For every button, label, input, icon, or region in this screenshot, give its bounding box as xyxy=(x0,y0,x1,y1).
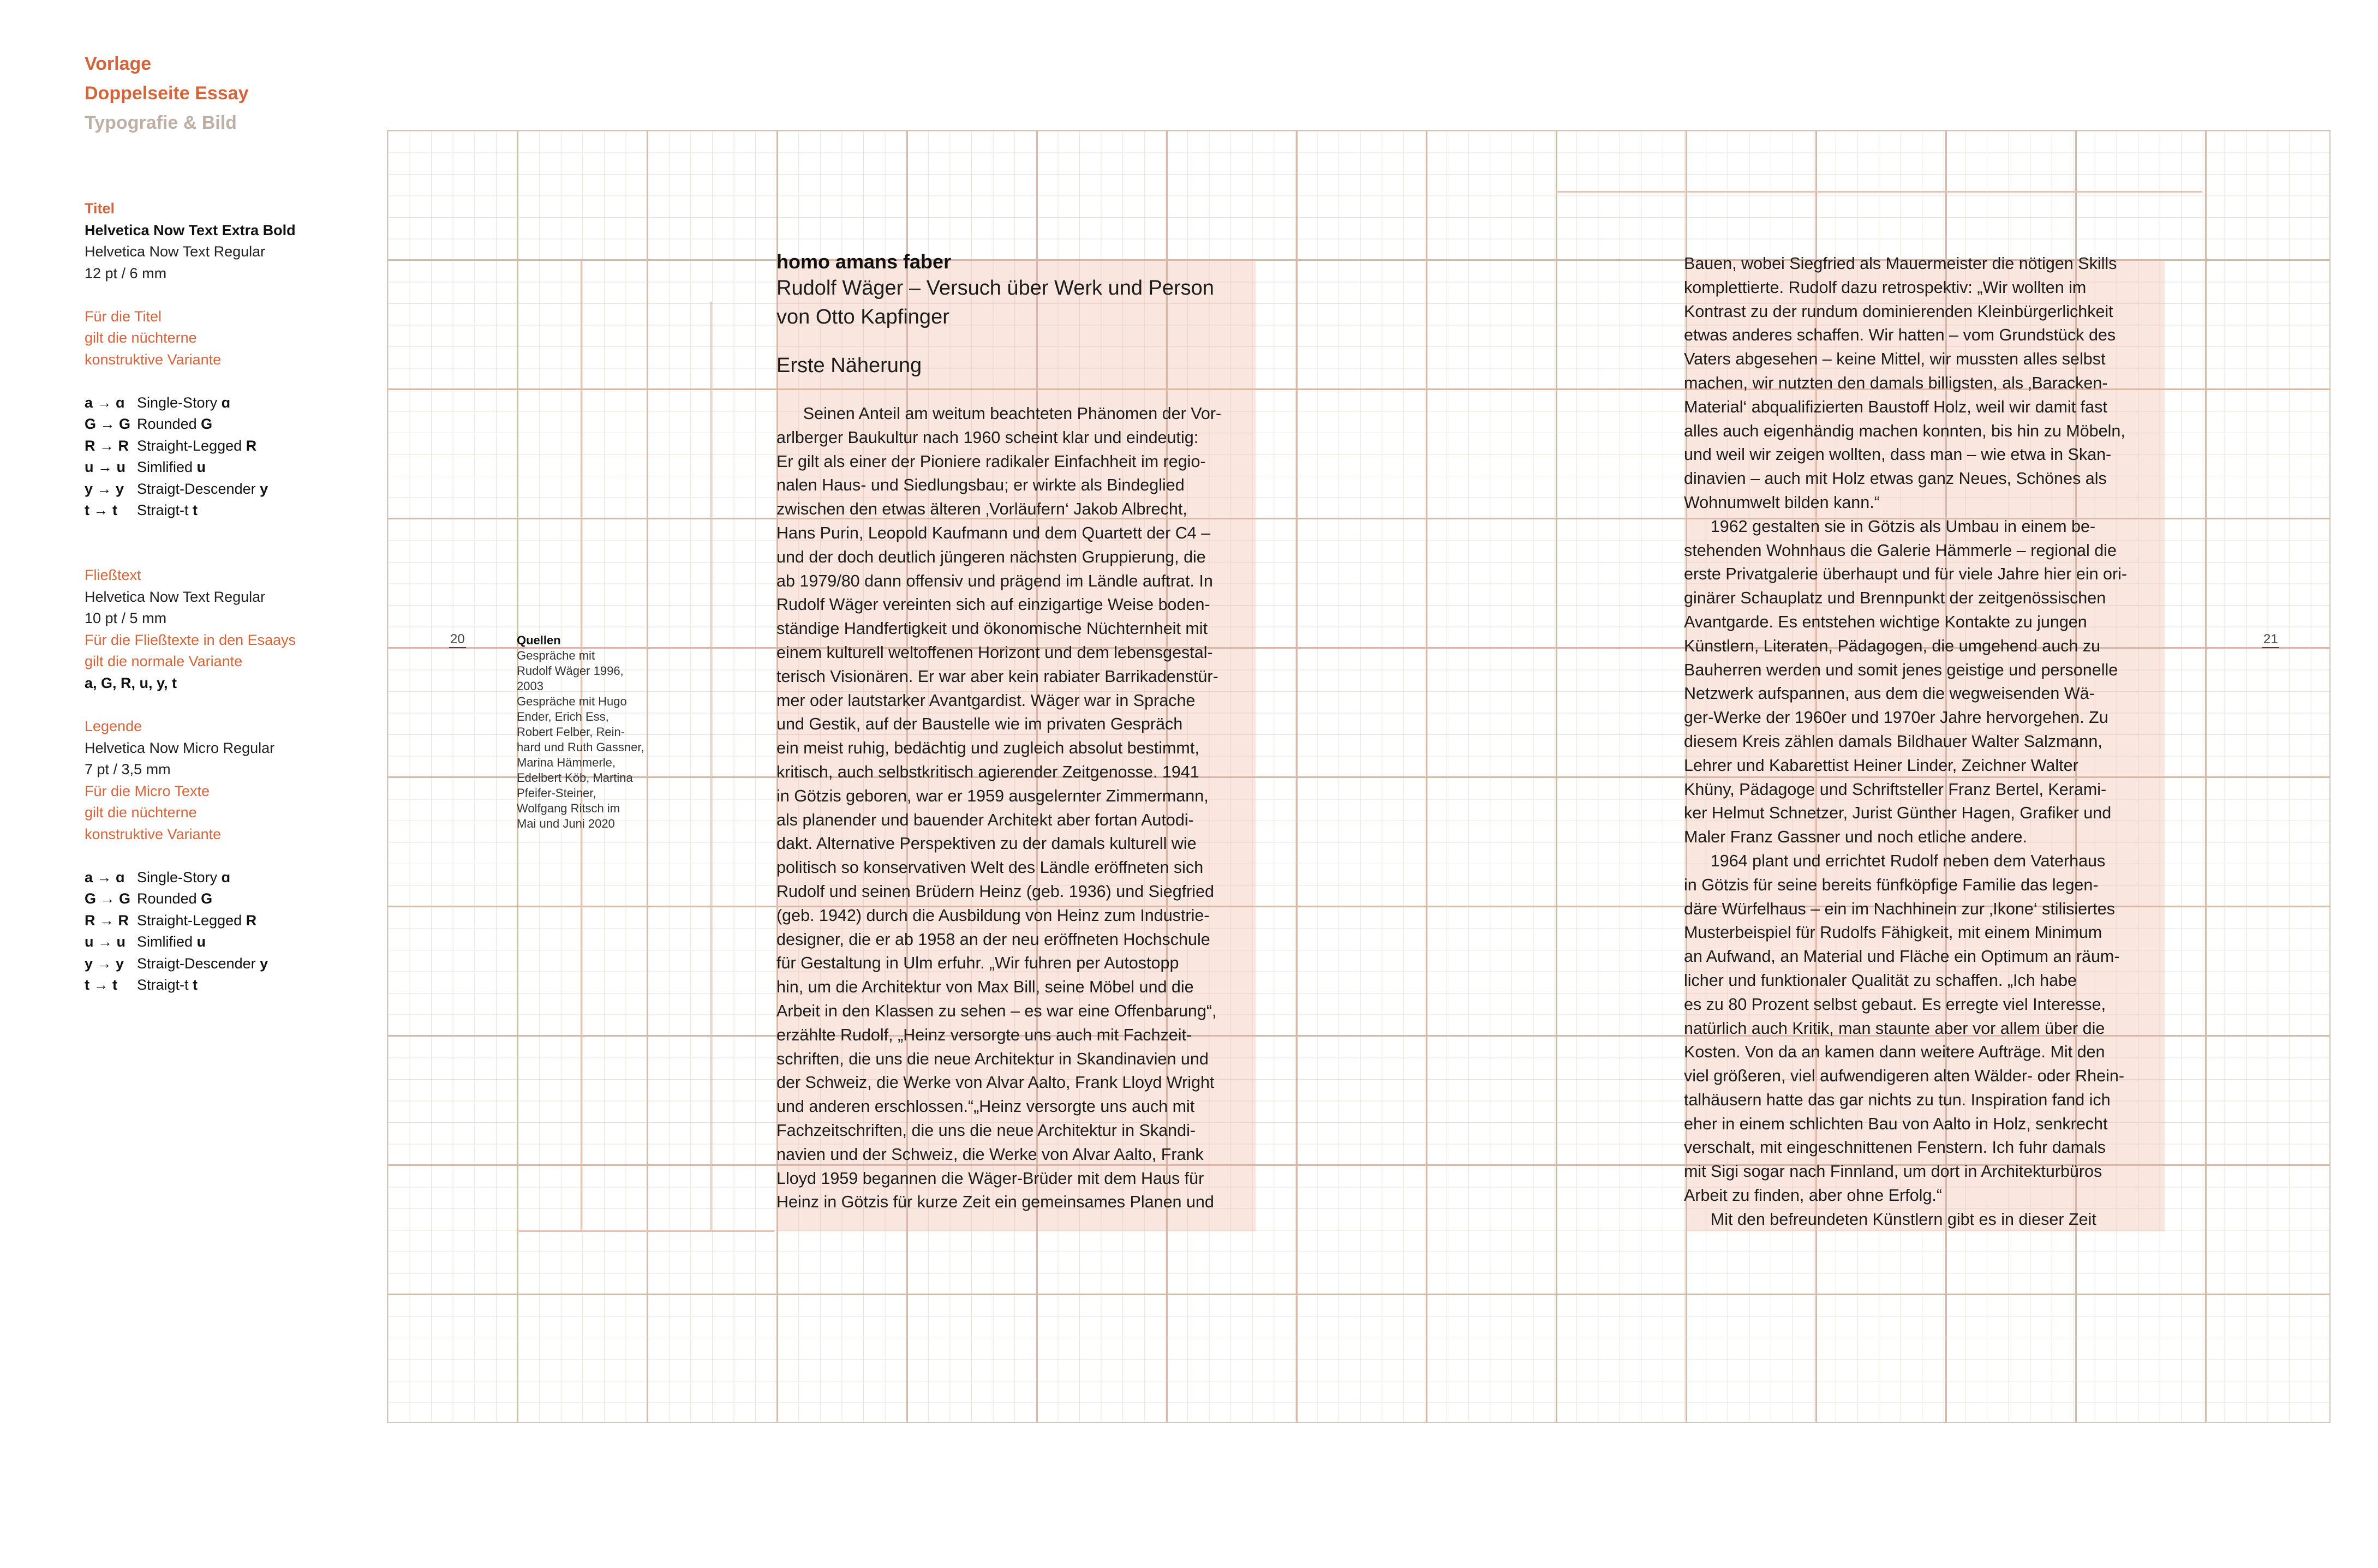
essay-line: etwas anderes schaffen. Wir hatten – vom Grundstück des xyxy=(1684,326,2116,345)
essay-line: in Götzis geboren, war er 1959 ausgelernter Zimmermann, xyxy=(776,786,1209,805)
essay-line: Arbeit in den Klassen zu sehen – es war eine Offenbarung“, xyxy=(776,1001,1217,1020)
essay-subtitle-line: Rudolf Wäger – Versuch über Werk und Person xyxy=(776,277,1214,300)
essay-line: komplettierte. Rudolf dazu retrospektiv: „Wir wollten im xyxy=(1684,278,2087,297)
essay-line: talhäusern hatte das gar nichts zu tun. Inspiration fand ich xyxy=(1684,1090,2111,1109)
glyph-pair: u → u xyxy=(85,459,126,475)
essay-body-left xyxy=(776,402,1247,1214)
essay-line: und der doch deutlich jüngeren nächsten Gruppierung, die xyxy=(776,547,1206,566)
sources-line: Ender, Erich Ess, xyxy=(517,710,609,723)
essay-line: (geb. 1942) durch die Ausbildung von Heinz zum Industrie- xyxy=(776,906,1210,925)
essay-line: stehenden Wohnhaus die Galerie Hämmerle – regional die xyxy=(1684,541,2117,560)
sources-line: Gespräche mit xyxy=(517,649,595,662)
glyph-pair: y → y xyxy=(85,955,124,972)
essay-line: Heinz in Götzis für kurze Zeit ein gemeinsames Planen und xyxy=(776,1193,1214,1212)
glyph-pair: G → G xyxy=(85,890,131,907)
grid-guide xyxy=(517,1230,774,1232)
essay-body-right xyxy=(1684,252,2154,1232)
spec-titel-font-regular: Helvetica Now Text Regular xyxy=(85,243,266,260)
glyph-row xyxy=(85,931,390,953)
glyph-pair: t → t xyxy=(85,977,117,993)
section-heading: Erste Näherung xyxy=(776,354,922,377)
glyph-label: Straight-Legged xyxy=(137,437,246,454)
sources-line: Edelbert Köb, Martina xyxy=(517,771,633,785)
essay-line: dinavien – auch mit Holz etwas ganz Neues, Schönes als xyxy=(1684,469,2107,488)
glyph-row xyxy=(85,392,390,414)
essay-line: arlberger Baukultur nach 1960 scheint klar und eindeutig: xyxy=(776,428,1199,447)
spec-legende-size: 7 pt / 3,5 mm xyxy=(85,761,171,777)
essay-line: erzählte Rudolf, „Heinz versorgte uns auch mit Fachzeit- xyxy=(776,1025,1192,1044)
glyph-label: Rounded xyxy=(137,890,201,907)
essay-line: Seinen Anteil am weitum beachteten Phänomen der Vor- xyxy=(803,404,1222,423)
glyph-alt: R xyxy=(246,912,257,929)
glyph-list xyxy=(85,867,390,996)
glyph-label: Simlified xyxy=(137,933,197,950)
essay-line: schriften, die uns die neue Architektur in Skandinavien und xyxy=(776,1049,1209,1068)
essay-line: eher in einem schlichten Bau von Aalto in Holz, senkrecht xyxy=(1684,1114,2108,1133)
essay-line: Er gilt als einer der Pioniere radikaler Einfachheit im regio- xyxy=(776,452,1206,471)
essay-line: diesem Kreis zählen damals Bildhauer Walter Salzmann, xyxy=(1684,732,2102,751)
essay-column-right xyxy=(1684,252,2154,1232)
spec-fliesstext-note: gilt die normale Variante xyxy=(85,653,243,669)
glyph-list xyxy=(85,392,390,522)
essay-title: homo amans faber xyxy=(776,250,952,273)
essay-line: Netzwerk aufspannen, aus dem die wegweisenden Wä- xyxy=(1684,684,2095,703)
glyph-row xyxy=(85,867,390,889)
grid-guide xyxy=(710,302,712,1231)
essay-line: Kontrast zu der rundum dominierenden Kleinbürgerlichkeit xyxy=(1684,302,2113,321)
glyph-label: Single-Story xyxy=(137,394,222,411)
essay-line: ginärer Schauplatz und Brennpunkt der zeitgenössischen xyxy=(1684,589,2106,608)
sources-line: Mai und Juni 2020 xyxy=(517,817,615,830)
spec-titel-font-bold: Helvetica Now Text Extra Bold xyxy=(85,222,296,238)
essay-line: Rudolf und seinen Brüdern Heinz (geb. 1936) und Siegfried xyxy=(776,882,1214,901)
essay-line: einem kulturell weltoffenen Horizont und dem lebensgestal- xyxy=(776,643,1213,662)
sources-line: Gespräche mit Hugo xyxy=(517,695,627,708)
glyph-pair: y → y xyxy=(85,480,124,497)
sources-line: 2003 xyxy=(517,679,543,693)
essay-line: Musterbeispiel für Rudolfs Fähigkeit, mit einem Minimum xyxy=(1684,923,2102,942)
glyph-row xyxy=(85,888,390,910)
essay-line: Mit den befreundeten Künstlern gibt es in dieser Zeit xyxy=(1710,1210,2096,1229)
sources-line: Robert Felber, Rein- xyxy=(517,725,625,739)
glyph-pair: u → u xyxy=(85,933,126,950)
folio-right: 21 xyxy=(2262,632,2279,648)
essay-line: verschalt, mit eingeschnittenen Fenstern. Ich fuhr damals xyxy=(1684,1138,2106,1157)
essay-line: natürlich auch Kritik, man staunte aber vor allem über die xyxy=(1684,1019,2105,1038)
essay-line: ein meist ruhig, bedächtig und zugleich absolut bestimmt, xyxy=(776,739,1199,758)
sources-lines xyxy=(517,648,680,831)
sources-line: Pfeifer-Steiner, xyxy=(517,786,596,800)
header-doppelseite: Doppelseite Essay xyxy=(85,83,249,104)
header-vorlage: Vorlage xyxy=(85,53,152,74)
glyph-row xyxy=(85,478,390,500)
essay-line: Lehrer und Kabarettist Heiner Linder, Zeichner Walter xyxy=(1684,756,2078,775)
glyph-alt: ɑ xyxy=(221,869,231,885)
glyph-alt: G xyxy=(201,890,213,907)
spec-legende-font: Helvetica Now Micro Regular xyxy=(85,739,275,756)
spec-fliesstext-size: 10 pt / 5 mm xyxy=(85,610,167,626)
glyph-label: Single-Story xyxy=(137,869,222,885)
glyph-label: Rounded xyxy=(137,416,201,432)
glyph-pair: t → t xyxy=(85,502,117,518)
glyph-pair: R → R xyxy=(85,437,129,454)
glyph-label: Straigt-Descender xyxy=(137,955,260,972)
essay-line: Lloyd 1959 begannen die Wäger-Brüder mit dem Haus für xyxy=(776,1169,1204,1188)
essay-line: und anderen erschlossen.“„Heinz versorgte uns auch mit xyxy=(776,1097,1195,1116)
essay-column-left xyxy=(776,250,1247,1214)
essay-line: Bauherren werden und somit jenes geistige und personelle xyxy=(1684,660,2118,679)
essay-subtitle-line: von Otto Kapfinger xyxy=(776,306,949,328)
spec-legende-note: Für die Micro Texte xyxy=(85,782,210,799)
essay-line: der Schweiz, die Werke von Alvar Aalto, Frank Lloyd Wright xyxy=(776,1073,1215,1092)
essay-line: Khüny, Pädagoge und Schriftsteller Franz Bertel, Kerami- xyxy=(1684,780,2107,799)
glyph-row xyxy=(85,953,390,975)
essay-line: ab 1979/80 dann offensiv und prägend im Ländle auftrat. In xyxy=(776,571,1213,590)
spec-titel-note: konstruktive Variante xyxy=(85,351,222,368)
sources-line: Marina Hämmerle, xyxy=(517,756,616,769)
sources-line: Wolfgang Ritsch im xyxy=(517,801,620,815)
glyph-alt: ɑ xyxy=(221,394,231,411)
spec-sidebar xyxy=(85,49,368,137)
grid-row-line xyxy=(388,1294,2329,1295)
glyph-row xyxy=(85,910,390,932)
essay-line: für Gestaltung in Ulm erfuhr. „Wir fuhren per Autostopp xyxy=(776,954,1179,973)
glyph-row xyxy=(85,414,390,435)
glyph-pair: R → R xyxy=(85,912,129,929)
essay-line: erste Privatgalerie überhaupt und für viele Jahre hier ein ori- xyxy=(1684,565,2128,584)
glyph-alt: t xyxy=(193,977,198,993)
spec-fliesstext-font: Helvetica Now Text Regular xyxy=(85,588,266,605)
essay-line: Avantgarde. Es entstehen wichtige Kontakte zu jungen xyxy=(1684,612,2087,631)
essay-line: ker Helmut Schnetzer, Jurist Günther Hagen, Grafiker und xyxy=(1684,804,2112,823)
essay-line: Fachzeitschriften, die uns die neue Architektur in Skandi- xyxy=(776,1121,1196,1140)
essay-line: politisch so konservativen Welt des Ländle eröffneten sich xyxy=(776,858,1204,877)
glyph-label: Straigt-t xyxy=(137,502,193,518)
spec-titel-note: Für die Titel xyxy=(85,308,162,325)
essay-line: Künstlern, Literaten, Pädagogen, die umgehend auch zu xyxy=(1684,636,2101,655)
essay-line: Maler Franz Gassner und noch etliche andere. xyxy=(1684,828,2027,847)
essay-line: nalen Haus- und Siedlungsbau; er wirkte als Bindeglied xyxy=(776,476,1185,495)
spec-legende xyxy=(85,716,390,996)
essay-line: alles auch eigenhändig machen konnten, bis hin zu Möbeln, xyxy=(1684,421,2125,440)
spec-legende-label: Legende xyxy=(85,718,142,734)
essay-line: in Götzis für seine bereits fünfköpfige Familie das legen- xyxy=(1684,875,2099,894)
essay-line: viel größeren, viel aufwendigeren alten Wälder- oder Rhein- xyxy=(1684,1067,2124,1086)
essay-line: und weil wir zeigen wollten, dass man – wie etwa in Skan- xyxy=(1684,445,2112,464)
spec-legende-note: konstruktive Variante xyxy=(85,825,222,842)
grid-guide xyxy=(1556,191,2202,193)
glyph-alt: R xyxy=(246,437,257,454)
spec-fliesstext-note: Für die Fließtexte in den Esaays xyxy=(85,631,296,648)
spec-titel-label: Titel xyxy=(85,200,115,217)
essay-line: Kosten. Von da an kamen dann weitere Aufträge. Mit den xyxy=(1684,1043,2105,1062)
sources-line: hard und Ruth Gassner, xyxy=(517,740,644,754)
essay-line: Bauen, wobei Siegfried als Mauermeister die nötigen Skills xyxy=(1684,254,2117,273)
essay-line: zwischen den etwas älteren ‚Vorläufern‘ Jakob Albrecht, xyxy=(776,500,1187,519)
spec-fliesstext-label: Fließtext xyxy=(85,567,141,583)
sources-line: Rudolf Wäger 1996, xyxy=(517,664,624,678)
essay-line: mer oder lautstarker Avantgardist. Wäger war in Sprache xyxy=(776,691,1196,710)
essay-line: däre Würfelhaus – ein im Nachhinein zur ‚Ikone‘ stilisiertes xyxy=(1684,899,2115,918)
essay-line: terisch Visionären. Er war aber kein rabiater Barrikadenstür- xyxy=(776,667,1218,686)
essay-subtitle xyxy=(776,274,1247,332)
essay-line: als planender und bauender Architekt aber fortan Autodi- xyxy=(776,810,1194,829)
essay-line: designer, die er ab 1958 an der neu eröffneten Hochschule xyxy=(776,930,1210,949)
essay-line: kritisch, auch selbstkritisch agierender Zeitgenosse. 1941 xyxy=(776,762,1199,781)
glyph-row xyxy=(85,435,390,457)
glyph-row xyxy=(85,974,390,996)
glyph-label: Straight-Legged xyxy=(137,912,246,929)
spec-titel-size: 12 pt / 6 mm xyxy=(85,265,167,282)
glyph-label: Simlified xyxy=(137,459,197,475)
glyph-alt: y xyxy=(260,955,268,972)
glyph-row xyxy=(85,500,390,522)
folio-left: 20 xyxy=(449,632,466,648)
glyph-alt: t xyxy=(193,502,198,518)
essay-line: licher und funktionaler Qualität zu schaffen. „Ich habe xyxy=(1684,971,2077,990)
essay-line: Vaters abgesehen – keine Mittel, wir mussten alles selbst xyxy=(1684,350,2106,369)
glyph-alt: u xyxy=(196,933,206,950)
spec-fliesstext-glyphs: a, G, R, u, y, t xyxy=(85,674,177,691)
header-typografie: Typografie & Bild xyxy=(85,112,237,133)
essay-line: navien und der Schweiz, die Werke von Alvar Aalto, Frank xyxy=(776,1145,1204,1164)
essay-line: Material‘ abqualifizierten Baustoff Holz, weil wir damit fast xyxy=(1684,397,2107,416)
glyph-pair: a → ɑ xyxy=(85,394,125,411)
sources-legend xyxy=(517,633,680,831)
glyph-label: Straigt-t xyxy=(137,977,193,993)
glyph-alt: y xyxy=(260,480,268,497)
essay-line: 1962 gestalten sie in Götzis als Umbau in einem be- xyxy=(1710,517,2096,536)
glyph-row xyxy=(85,457,390,478)
essay-line: 1964 plant und errichtet Rudolf neben dem Vaterhaus xyxy=(1710,851,2106,870)
essay-line: Arbeit zu finden, aber ohne Erfolg.“ xyxy=(1684,1186,1943,1205)
essay-line: an Aufwand, an Material und Fläche ein Optimum an räum- xyxy=(1684,947,2120,966)
spec-legende-note: gilt die nüchterne xyxy=(85,804,197,821)
glyph-pair: a → ɑ xyxy=(85,869,125,885)
spec-titel xyxy=(85,198,390,522)
essay-line: Wohnumwelt bilden kann.“ xyxy=(1684,493,1880,512)
essay-line: es zu 80 Prozent selbst gebaut. Es erregte viel Interesse, xyxy=(1684,995,2106,1014)
essay-line: mit Sigi sogar nach Finnland, um dort in Architekturbüros xyxy=(1684,1162,2102,1181)
spec-titel-note: gilt die nüchterne xyxy=(85,330,197,346)
essay-line: Rudolf Wäger vereinten sich auf einzigartige Weise boden- xyxy=(776,595,1210,614)
glyph-alt: u xyxy=(196,459,206,475)
essay-line: dakt. Alternative Perspektiven zu der damals kulturell wie xyxy=(776,834,1197,853)
essay-line: ger-Werke der 1960er und 1970er Jahre hervorgehen. Zu xyxy=(1684,708,2108,727)
glyph-alt: G xyxy=(201,416,213,432)
essay-line: ständige Handfertigkeit und ökonomische Nüchternheit mit xyxy=(776,619,1208,638)
sources-heading: Quellen xyxy=(517,633,561,647)
glyph-pair: G → G xyxy=(85,416,131,432)
essay-line: Hans Purin, Leopold Kaufmann und dem Quartett der C4 – xyxy=(776,523,1211,542)
essay-line: hin, um die Architektur von Max Bill, seine Möbel und die xyxy=(776,978,1194,997)
essay-line: und Gestik, auf der Baustelle wie im privaten Gespräch xyxy=(776,715,1183,734)
essay-line: machen, wir nutzten den damals billigsten, als ‚Baracken- xyxy=(1684,373,2108,392)
glyph-label: Straigt-Descender xyxy=(137,480,260,497)
spec-fliesstext xyxy=(85,565,390,694)
